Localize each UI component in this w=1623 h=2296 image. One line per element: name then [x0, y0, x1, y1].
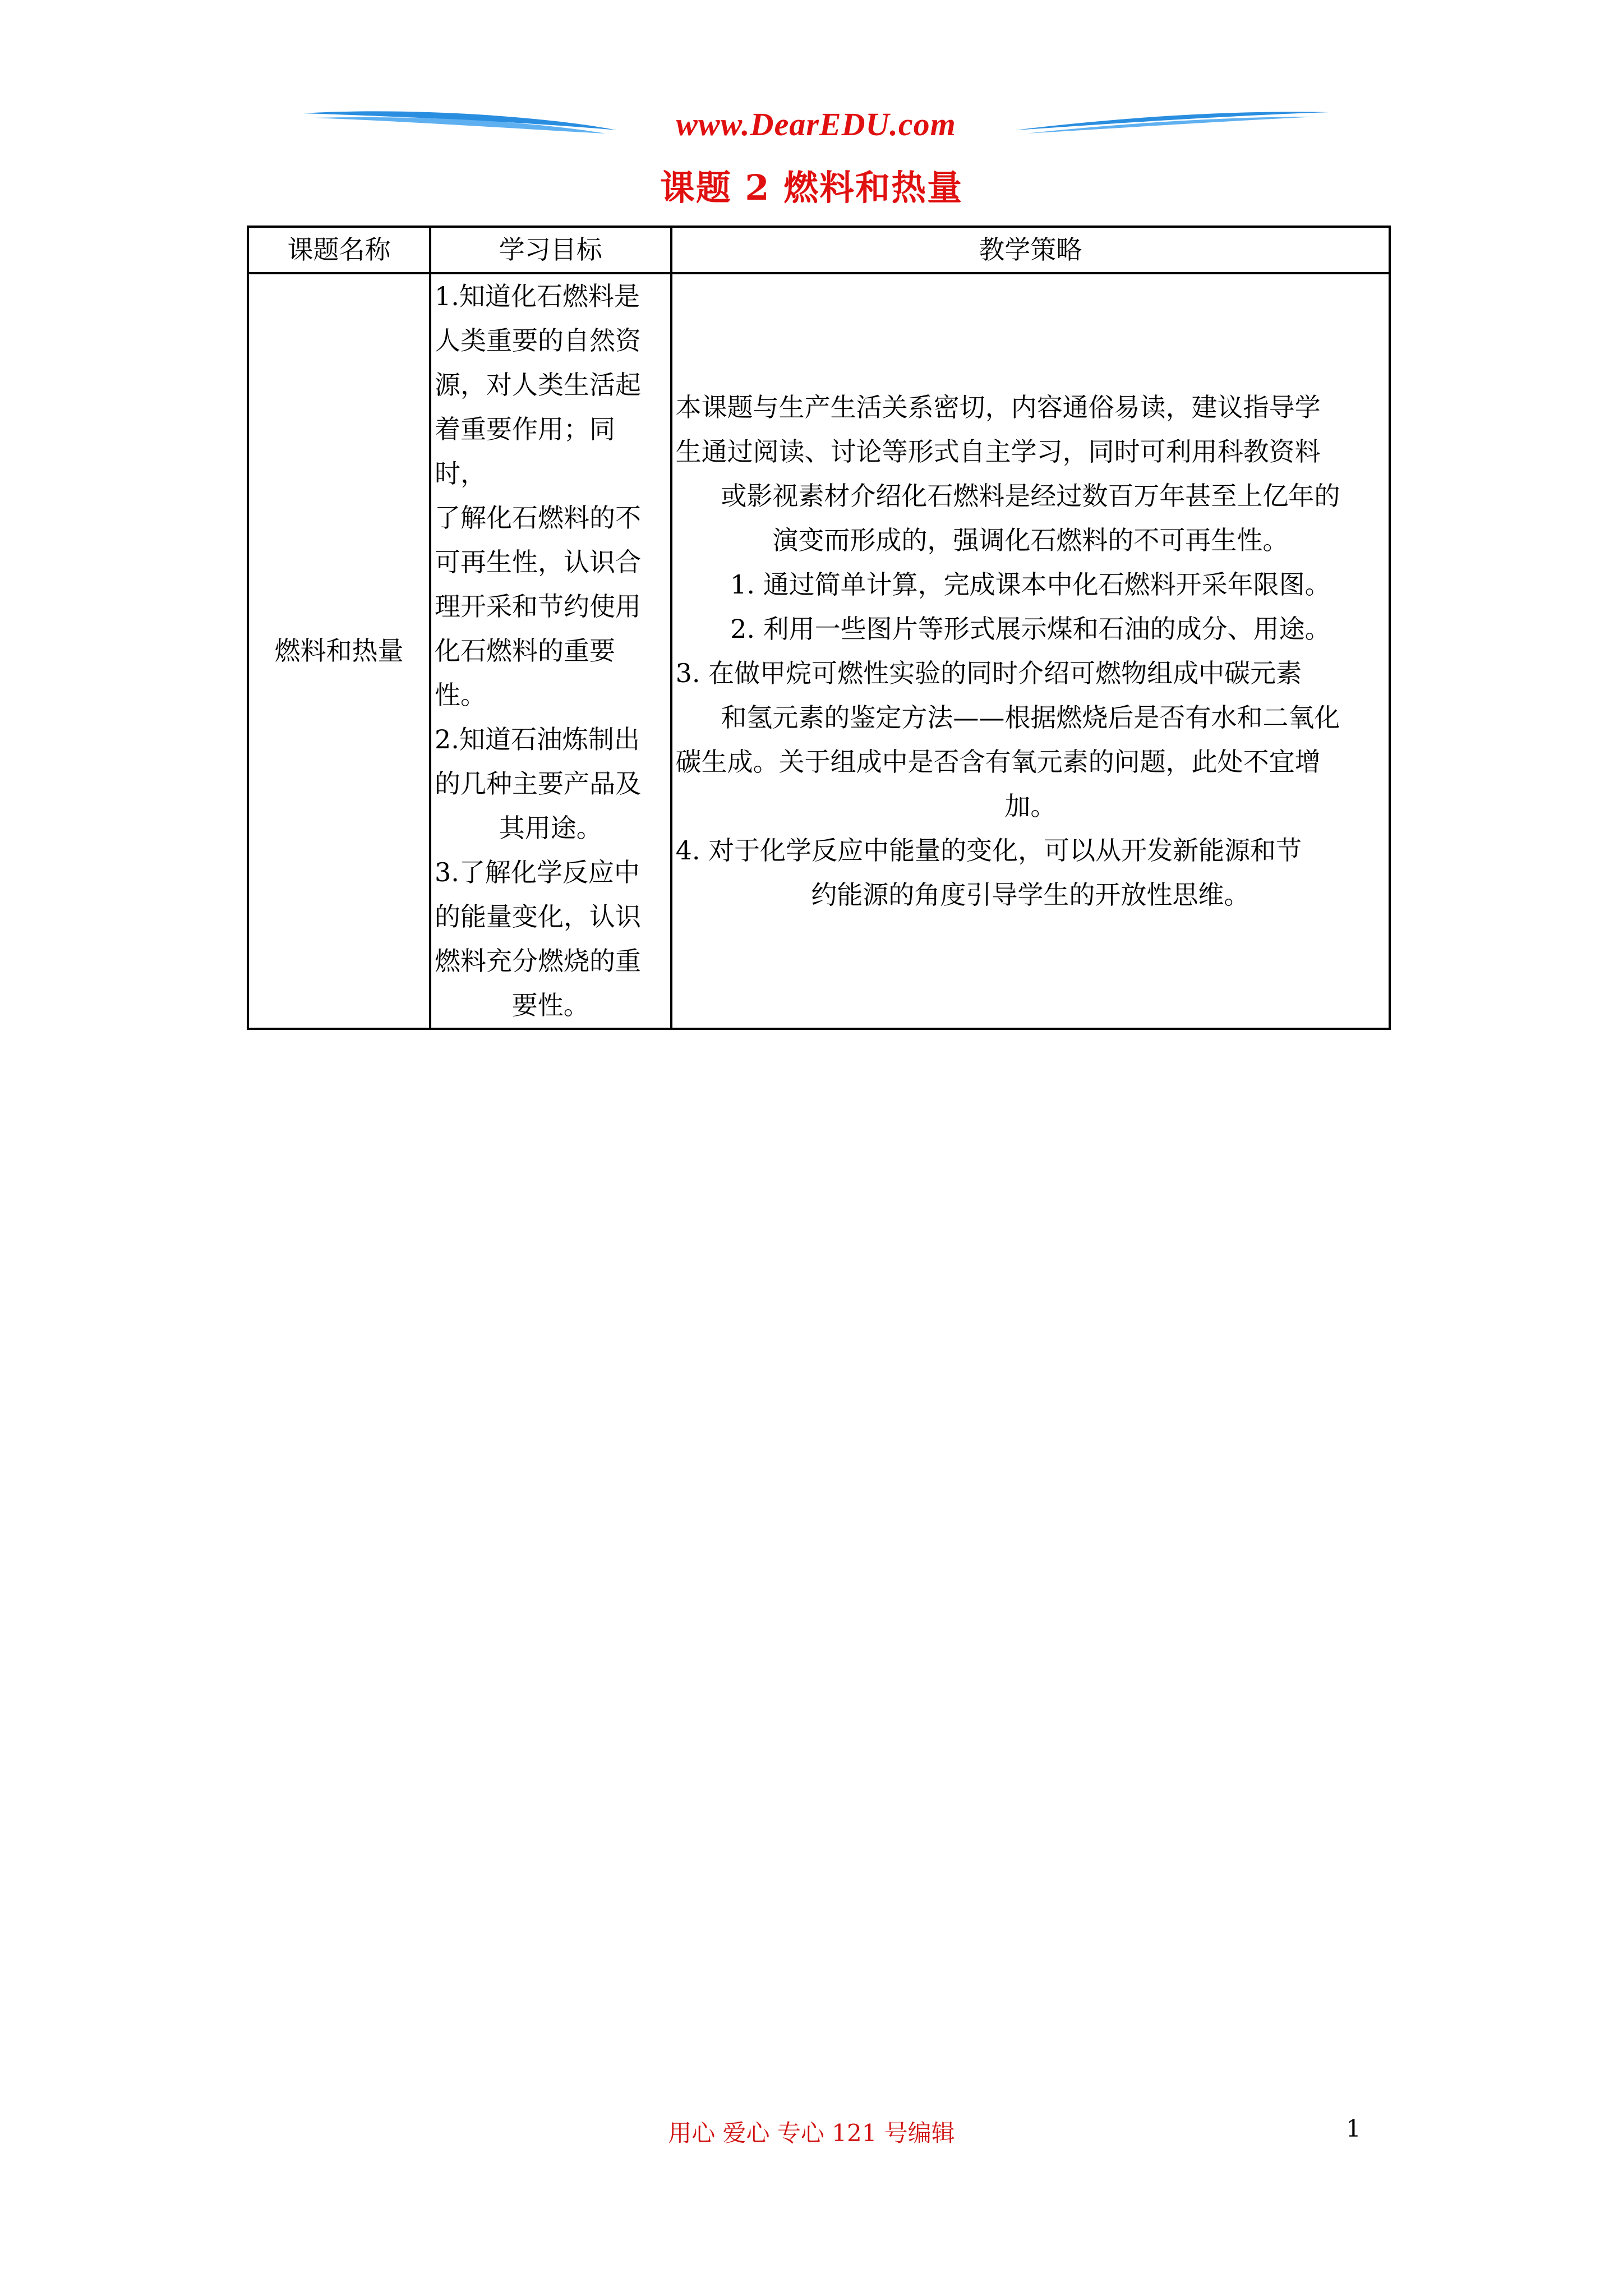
goal-line: 要性。 — [511, 990, 589, 1020]
goal-line: 理开采和节约使用 — [434, 591, 641, 622]
lesson-table — [247, 226, 1391, 1030]
strategy-line: 加。 — [1004, 790, 1057, 821]
goal-line: 的几种主要产品及 — [434, 769, 641, 799]
goal-line: 化石燃料的重要性。 — [434, 636, 615, 710]
page-number: 1 — [1346, 2115, 1361, 2142]
strategy-line: 碳生成。关于组成中是否含有氧元素的问题，此处不宜增 — [675, 746, 1321, 777]
goal-line: 2.知道石油炼制出 — [434, 724, 640, 754]
site-header-banner — [303, 101, 1329, 151]
goal-line: 燃料充分燃烧的重 — [434, 946, 641, 976]
strategy-line: 生通过阅读、讨论等形式自主学习，同时可利用科教资料 — [675, 436, 1321, 467]
table-header-row — [248, 227, 1390, 273]
goal-line: 3.了解化学反应中 — [434, 857, 640, 887]
header-topic-name: 课题名称 — [248, 227, 430, 273]
teaching-strategy-cell — [671, 273, 1390, 1029]
goal-line: 了解化石燃料的不 — [434, 503, 641, 533]
footer-editor-note: 用心 爱心 专心 121 号编辑 — [668, 2119, 955, 2147]
goal-line: 1.知道化石燃料是 — [434, 281, 640, 311]
goal-line: 其用途。 — [499, 813, 602, 843]
header-teaching-strategy: 教学策略 — [671, 227, 1390, 273]
page-title: 课题 2 燃料和热量 — [660, 167, 963, 208]
strategy-line: 1. 通过简单计算，完成课本中化石燃料开采年限图。 — [730, 569, 1331, 600]
goal-line: 可再生性，认识合 — [434, 547, 641, 577]
goal-line: 人类重要的自然资 — [434, 325, 641, 356]
goal-line: 源，对人类生活起 — [434, 370, 641, 400]
strategy-line: 本课题与生产生活关系密切，内容通俗易读，建议指导学 — [675, 392, 1321, 422]
header-learning-goals: 学习目标 — [430, 227, 671, 273]
strategy-line: 约能源的角度引导学生的开放性思维。 — [811, 879, 1250, 910]
table-row — [248, 273, 1390, 1029]
strategy-line: 4. 对于化学反应中能量的变化，可以从开发新能源和节 — [675, 835, 1302, 866]
strategy-line: 2. 利用一些图片等形式展示煤和石油的成分、用途。 — [730, 613, 1331, 644]
topic-name-cell: 燃料和热量 — [248, 273, 430, 1029]
goal-line: 着重要作用；同时， — [434, 414, 615, 489]
strategy-line: 演变而形成的，强调化石燃料的不可再生性。 — [772, 524, 1289, 555]
strategy-line: 或影视素材介绍化石燃料是经过数百万年甚至上亿年的 — [721, 480, 1340, 511]
learning-goals-cell — [430, 273, 671, 1029]
strategy-line: 和氢元素的鉴定方法——根据燃烧后是否有水和二氧化 — [721, 702, 1340, 733]
site-name: www.DearEDU.com — [676, 106, 956, 142]
strategy-line: 3. 在做甲烷可燃性实验的同时介绍可燃物组成中碳元素 — [675, 657, 1302, 688]
goal-line: 的能量变化，认识 — [434, 901, 641, 932]
